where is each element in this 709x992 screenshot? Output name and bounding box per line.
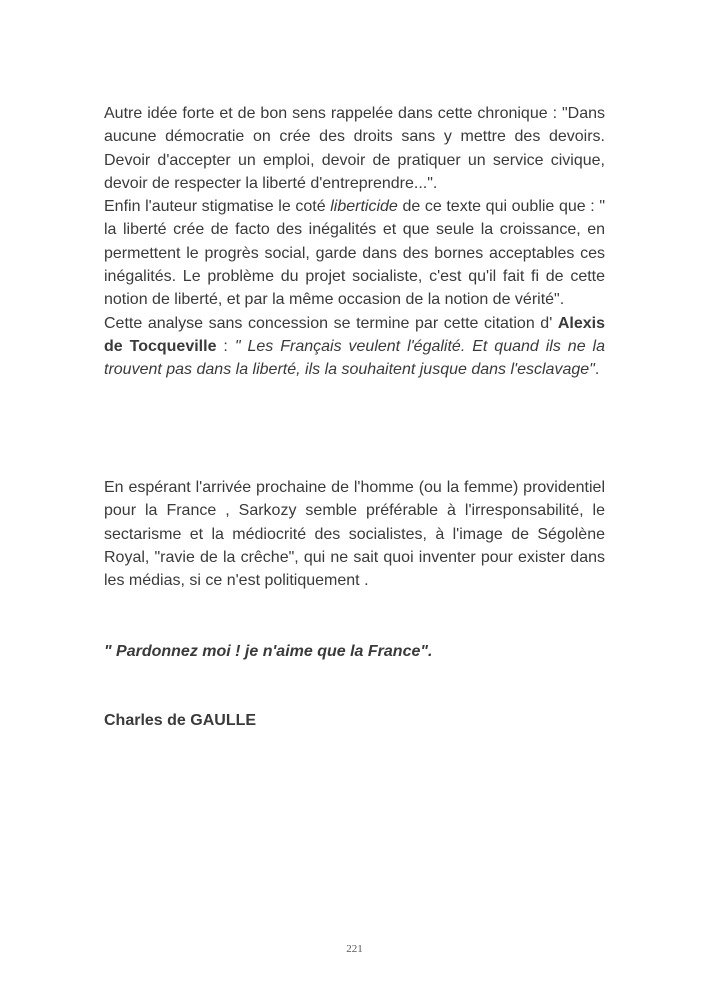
signature-text: Charles de GAULLE: [104, 712, 257, 729]
paragraph-sarkozy: En espérant l'arrivée prochaine de l'homme (ou la femme) providentiel pour la France , Sarkozy semble préférable à l'irresponsabilité, le sectarisme et la médiocrité des socialistes, à l'image de Ségolène Royal, "ravie de la crêche", qui ne sait quoi inventer pour exister dans les médias, si ce n'est politiquement .: [104, 479, 605, 590]
text-block-chronicle: [104, 102, 605, 382]
tocqueville-separator: :: [216, 337, 235, 355]
paragraph-tocqueville-start: Cette analyse sans concession se termine par cette citation d': [104, 314, 558, 332]
paragraph-liberticide-start: Enfin l'auteur stigmatise le coté: [104, 198, 331, 216]
closing-quote: [104, 640, 605, 663]
liberticide-emphasis: liberticide: [330, 198, 398, 216]
tocqueville-end: .: [594, 361, 600, 379]
text-block-sarkozy: [104, 476, 605, 592]
tocqueville-quote: " Les Français veulent l'égalité. Et quand ils ne la trouvent pas dans la liberté, ils la souhaitent jusque dans l'esclavage": [104, 337, 605, 379]
paragraph-liberticide-end: de ce texte qui oublie que : " la liberté crée de facto des inégalités et que seule la croissance, en permettent le progrès social, garde dans des bornes acceptables ces inégalités. Le problème du projet socialiste, c'est qu'il fait fi de cette notion de liberté, et par la même occasion de la notion de vérité".: [104, 198, 605, 309]
signature: [104, 709, 605, 732]
paragraph-liberticide: [104, 195, 605, 311]
paragraph-rights-duties: Autre idée forte et de bon sens rappelée dans cette chronique : "Dans aucune démocratie on crée des droits sans y mettre des devoirs. Devoir d'accepter un emploi, devoir de pratiquer un service civique, devoir de respecter la liberté d'entreprendre...".: [104, 105, 605, 192]
tocqueville-name: Alexis de Tocqueville: [104, 314, 605, 355]
paragraph-tocqueville: [104, 312, 605, 382]
page-number: 221: [346, 943, 363, 955]
quote-text: " Pardonnez moi ! je n'aime que la France".: [104, 643, 433, 660]
